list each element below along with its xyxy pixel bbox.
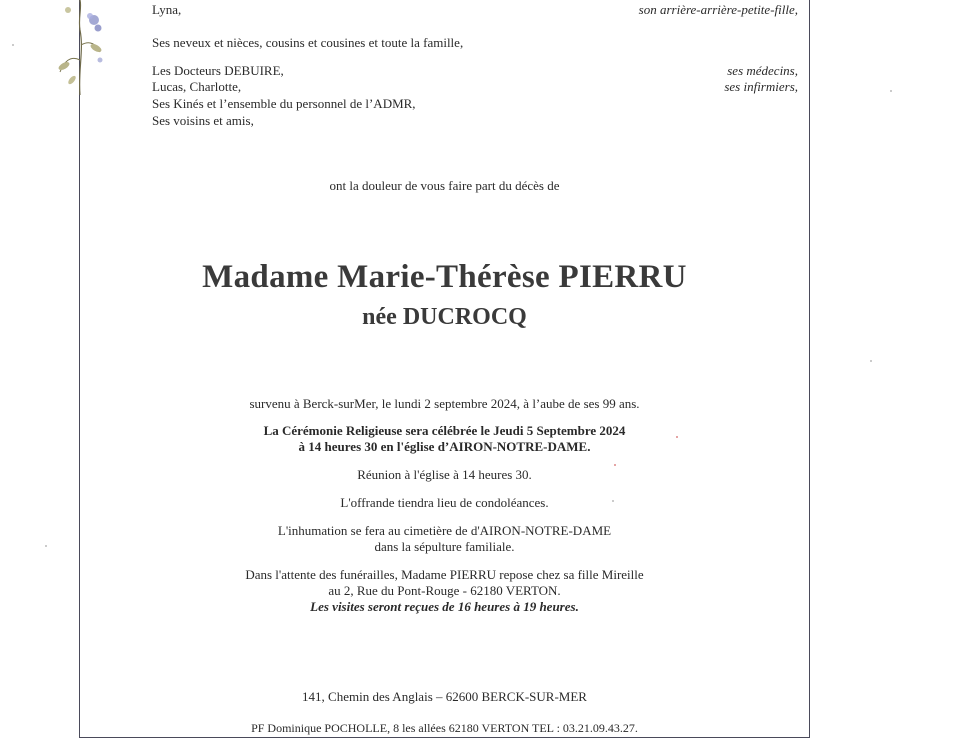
announcement-intro: ont la douleur de vous faire part du décès de <box>329 178 560 193</box>
maiden-name: née DUCROCQ <box>362 304 527 330</box>
meeting-line: Réunion à l'église à 14 heures 30. <box>357 467 532 482</box>
scan-speck <box>612 500 614 502</box>
scan-speck <box>12 44 14 46</box>
deceased-name: Madame Marie-Thérèse PIERRU <box>202 259 687 295</box>
kines-line: Ses Kinés et l’ensemble du personnel de l’ADMR, <box>152 96 416 111</box>
offering-line: L'offrande tiendra lieu de condoléances. <box>340 495 549 510</box>
burial-line-2: dans la sépulture familiale. <box>374 539 515 554</box>
address-line: 141, Chemin des Anglais – 62600 BERCK-SUR-MER <box>302 689 587 704</box>
neighbors-line: Ses voisins et amis, <box>152 113 254 128</box>
scan-speck <box>45 545 47 547</box>
scan-speck <box>870 360 872 362</box>
scan-speck <box>890 90 892 92</box>
rest-line-2: au 2, Rue du Pont-Rouge - 62180 VERTON. <box>328 583 561 598</box>
lyna-role: son arrière-arrière-petite-fille, <box>638 2 798 17</box>
visits-line: Les visites seront reçues de 16 heures à 19 heures. <box>310 599 579 614</box>
ceremony-line-2: à 14 heures 30 en l'église d’AIRON-NOTRE-DAME. <box>298 439 591 454</box>
family-line: Ses neveux et nièces, cousins et cousines et toute la famille, <box>152 35 464 50</box>
burial-line-1: L'inhumation se fera au cimetière de d'AIRON-NOTRE-DAME <box>277 523 612 538</box>
nurses-line: Lucas, Charlotte, <box>152 79 242 94</box>
scan-speck <box>614 464 616 466</box>
funeral-home-line: PF Dominique POCHOLLE, 8 les allées 62180 VERTON TEL : 03.21.09.43.27. <box>251 721 638 735</box>
scan-speck <box>676 436 678 438</box>
nurses-role: ses infirmiers, <box>724 79 798 94</box>
death-notice: survenu à Berck-surMer, le lundi 2 septembre 2024, à l’aube de ses 99 ans. <box>249 396 640 411</box>
ceremony-line-1: La Cérémonie Religieuse sera célébrée le Jeudi 5 Septembre 2024 <box>263 423 626 438</box>
doctors-role: ses médecins, <box>727 63 798 78</box>
doctors-line: Les Docteurs DEBUIRE, <box>152 63 284 78</box>
lyna-line: Lyna, <box>152 2 182 17</box>
rest-line-1: Dans l'attente des funérailles, Madame PIERRU repose chez sa fille Mireille <box>245 567 644 582</box>
flower-ornament-icon <box>50 0 120 95</box>
